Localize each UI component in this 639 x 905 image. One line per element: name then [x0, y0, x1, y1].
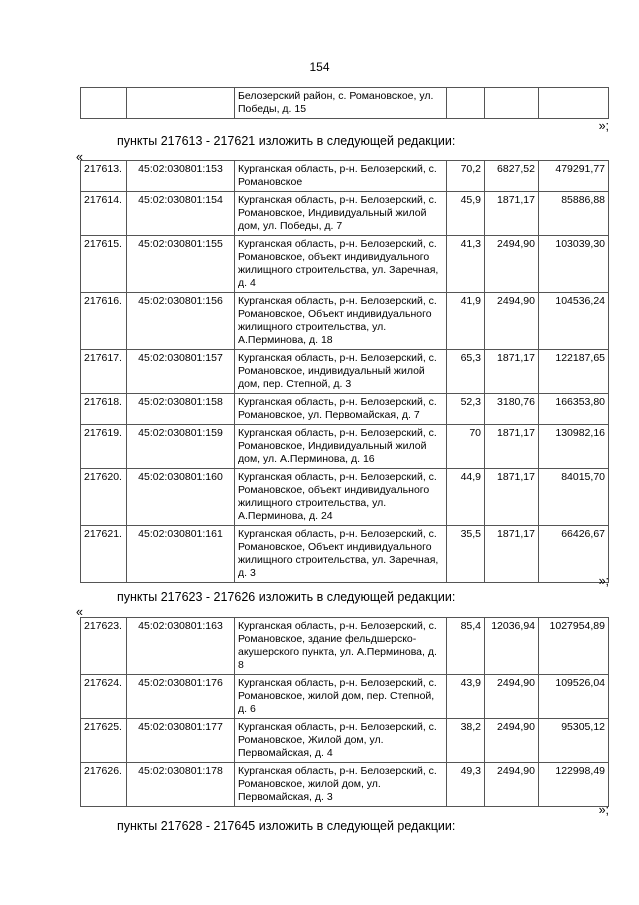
cell-code: 45:02:030801:158 — [127, 394, 235, 425]
cell-price — [485, 88, 539, 119]
cell-address: Курганская область, р-н. Белозерский, с. Романовское — [235, 161, 447, 192]
table-row — [81, 88, 609, 119]
cell-code: 45:02:030801:161 — [127, 526, 235, 583]
cell-index: 217620. — [81, 469, 127, 526]
cell-total: 122187,65 — [539, 350, 609, 394]
cell-price: 1871,17 — [485, 469, 539, 526]
cell-total — [539, 88, 609, 119]
open-quote: « — [76, 605, 83, 619]
cell-address: Курганская область, р-н. Белозерский, с. Романовское, ул. Первомайская, д. 7 — [235, 394, 447, 425]
cell-address: Курганская область, р-н. Белозерский, с. Романовское, индивидуальный жилой дом, пер. Степной, д. 3 — [235, 350, 447, 394]
open-quote: « — [76, 150, 83, 164]
cell-area: 49,3 — [447, 763, 485, 807]
cell-total: 104536,24 — [539, 293, 609, 350]
cell-index: 217623. — [81, 618, 127, 675]
section-heading: пункты 217613 - 217621 изложить в следующей редакции: — [117, 134, 456, 148]
close-quote: »; — [598, 574, 609, 588]
cell-index — [81, 88, 127, 119]
cell-price: 2494,90 — [485, 763, 539, 807]
table-row — [81, 192, 609, 236]
cell-address: Курганская область, р-н. Белозерский, с. Романовское, объект индивидуального жилищного строительства, ул. А.Перминова, д. 24 — [235, 469, 447, 526]
cell-code: 45:02:030801:163 — [127, 618, 235, 675]
cell-area: 65,3 — [447, 350, 485, 394]
cell-index: 217621. — [81, 526, 127, 583]
cell-price: 1871,17 — [485, 425, 539, 469]
cell-price: 12036,94 — [485, 618, 539, 675]
table-row — [81, 675, 609, 719]
cell-area: 70 — [447, 425, 485, 469]
cell-total: 85886,88 — [539, 192, 609, 236]
cell-address: Курганская область, р-н. Белозерский, с. Романовское, Индивидуальный жилой дом, ул. Победы, д. 7 — [235, 192, 447, 236]
cell-total: 109526,04 — [539, 675, 609, 719]
cell-total: 130982,16 — [539, 425, 609, 469]
cell-address: Курганская область, р-н. Белозерский, с. Романовское, Объект индивидуального жилищного строительства, ул. А.Перминова, д. 18 — [235, 293, 447, 350]
cell-code — [127, 88, 235, 119]
cell-area: 52,3 — [447, 394, 485, 425]
cell-total: 66426,67 — [539, 526, 609, 583]
cell-total: 166353,80 — [539, 394, 609, 425]
cell-price: 2494,90 — [485, 236, 539, 293]
section-heading: пункты 217623 - 217626 изложить в следующей редакции: — [117, 590, 456, 604]
cell-index: 217619. — [81, 425, 127, 469]
cell-total: 1027954,89 — [539, 618, 609, 675]
cell-area: 41,3 — [447, 236, 485, 293]
cell-index: 217618. — [81, 394, 127, 425]
continuation-table — [80, 87, 609, 119]
cell-index: 217616. — [81, 293, 127, 350]
cell-price: 6827,52 — [485, 161, 539, 192]
cell-code: 45:02:030801:153 — [127, 161, 235, 192]
cell-price: 3180,76 — [485, 394, 539, 425]
cell-price: 1871,17 — [485, 526, 539, 583]
cell-code: 45:02:030801:178 — [127, 763, 235, 807]
cell-address: Курганская область, р-н. Белозерский, с. Романовское, жилой дом, пер. Степной, д. 6 — [235, 675, 447, 719]
table-row — [81, 526, 609, 583]
table-row — [81, 293, 609, 350]
table-row — [81, 763, 609, 807]
cell-price: 2494,90 — [485, 293, 539, 350]
cell-total: 103039,30 — [539, 236, 609, 293]
cell-area: 85,4 — [447, 618, 485, 675]
cell-total: 122998,49 — [539, 763, 609, 807]
cell-code: 45:02:030801:159 — [127, 425, 235, 469]
cell-price: 1871,17 — [485, 192, 539, 236]
cell-total: 479291,77 — [539, 161, 609, 192]
cell-area: 70,2 — [447, 161, 485, 192]
close-quote: »; — [598, 119, 609, 133]
cell-address: Курганская область, р-н. Белозерский, с. Романовское, объект индивидуального жилищного строительства, ул. Заречная, д. 4 — [235, 236, 447, 293]
cell-code: 45:02:030801:155 — [127, 236, 235, 293]
cell-index: 217624. — [81, 675, 127, 719]
table-row — [81, 161, 609, 192]
cell-address: Белозерский район, с. Романовское, ул. Победы, д. 15 — [235, 88, 447, 119]
cell-address: Курганская область, р-н. Белозерский, с. Романовское, жилой дом, ул. Первомайская, д. 3 — [235, 763, 447, 807]
close-quote: »; — [598, 803, 609, 817]
table-row — [81, 394, 609, 425]
table-row — [81, 236, 609, 293]
cell-address: Курганская область, р-н. Белозерский, с. Романовское, здание фельдшерско-акушерского пункта, ул. А.Перминова, д. 8 — [235, 618, 447, 675]
cell-index: 217615. — [81, 236, 127, 293]
cell-index: 217626. — [81, 763, 127, 807]
cell-total: 84015,70 — [539, 469, 609, 526]
section-heading: пункты 217628 - 217645 изложить в следующей редакции: — [117, 819, 456, 833]
cell-code: 45:02:030801:177 — [127, 719, 235, 763]
cell-area: 43,9 — [447, 675, 485, 719]
cell-index: 217617. — [81, 350, 127, 394]
section-table — [80, 617, 609, 807]
cell-price: 1871,17 — [485, 350, 539, 394]
cell-code: 45:02:030801:176 — [127, 675, 235, 719]
cell-index: 217625. — [81, 719, 127, 763]
cell-price: 2494,90 — [485, 719, 539, 763]
cell-index: 217613. — [81, 161, 127, 192]
table-row — [81, 618, 609, 675]
page-number: 154 — [309, 60, 330, 74]
cell-code: 45:02:030801:156 — [127, 293, 235, 350]
cell-address: Курганская область, р-н. Белозерский, с. Романовское, Индивидуальный жилой дом, ул. А.Перминова, д. 16 — [235, 425, 447, 469]
cell-code: 45:02:030801:160 — [127, 469, 235, 526]
cell-area — [447, 88, 485, 119]
cell-address: Курганская область, р-н. Белозерский, с. Романовское, Жилой дом, ул. Первомайская, д. 4 — [235, 719, 447, 763]
cell-area: 44,9 — [447, 469, 485, 526]
cell-total: 95305,12 — [539, 719, 609, 763]
cell-area: 41,9 — [447, 293, 485, 350]
cell-index: 217614. — [81, 192, 127, 236]
cell-price: 2494,90 — [485, 675, 539, 719]
table-row — [81, 469, 609, 526]
cell-code: 45:02:030801:154 — [127, 192, 235, 236]
cell-area: 38,2 — [447, 719, 485, 763]
table-row — [81, 350, 609, 394]
cell-area: 35,5 — [447, 526, 485, 583]
cell-address: Курганская область, р-н. Белозерский, с. Романовское, Объект индивидуального жилищного строительства, ул. Заречная, д. 3 — [235, 526, 447, 583]
table-row — [81, 425, 609, 469]
cell-code: 45:02:030801:157 — [127, 350, 235, 394]
cell-area: 45,9 — [447, 192, 485, 236]
section-table — [80, 160, 609, 583]
table-row — [81, 719, 609, 763]
